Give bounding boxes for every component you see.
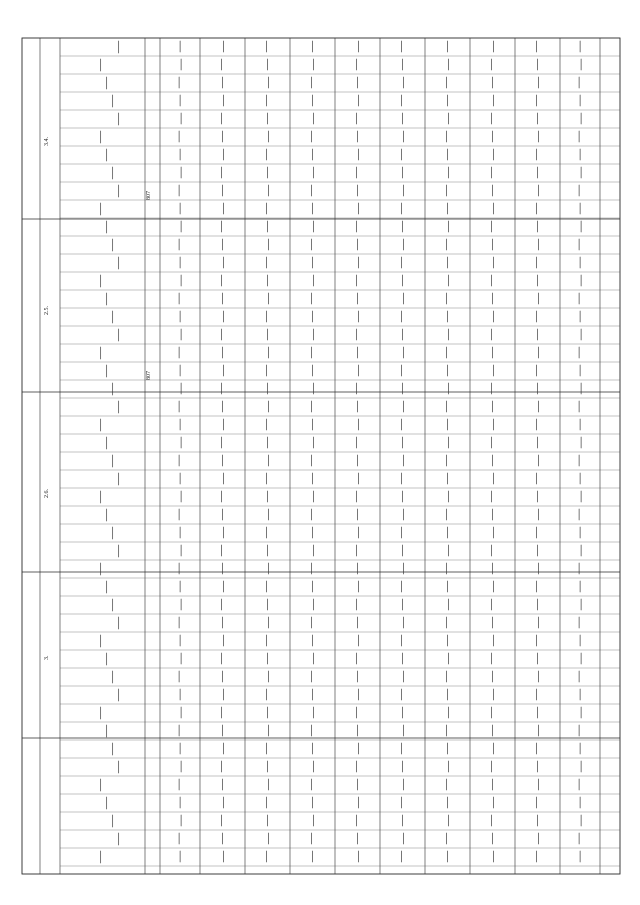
code-807-b: 807 — [146, 371, 152, 380]
code-807-a: 807 — [146, 191, 152, 200]
section-number-3: 3. — [44, 655, 50, 660]
section-number-3-4: 3.4. — [44, 137, 50, 146]
section-number-2-5: 2.5. — [44, 306, 50, 315]
section-number-2-6: 2.6. — [44, 489, 50, 498]
